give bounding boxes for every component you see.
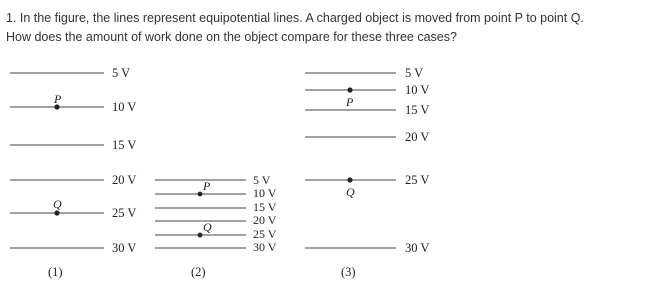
case-1-label-20v: 20 V	[112, 173, 137, 187]
case-2-label-25v: 25 V	[253, 227, 277, 241]
case-2-label-15v: 15 V	[253, 200, 277, 214]
case-2-caption: (2)	[191, 265, 206, 279]
case-1-label-5v: 5 V	[112, 66, 131, 80]
case-2-point-q-label: Q	[203, 220, 212, 234]
case-1-point-p-label: P	[54, 92, 62, 106]
case-2-point-p-dot	[198, 192, 203, 197]
case-2-label-5v: 5 V	[253, 173, 271, 187]
case-3-label-25v: 25 V	[405, 173, 430, 187]
case-3-point-p-dot	[347, 87, 352, 92]
case-3-point-q-dot	[347, 177, 352, 182]
case-1-caption: (1)	[48, 265, 63, 279]
case-1-point-q-label: Q	[53, 197, 62, 211]
case-3-label-10v: 10 V	[405, 83, 430, 97]
case-3-point-q-label: Q	[346, 185, 355, 199]
case-3-label-20v: 20 V	[405, 130, 430, 144]
case-2-label-10v: 10 V	[253, 186, 277, 200]
case-2-point-q-dot	[198, 233, 203, 238]
case-1-label-10v: 10 V	[112, 100, 137, 114]
case-2-point-p-label: P	[203, 179, 211, 193]
case-3-caption: (3)	[341, 265, 356, 279]
case-3-label-5v: 5 V	[405, 66, 424, 80]
case-2-diagram	[155, 180, 246, 248]
case-3-point-p-label: P	[346, 95, 354, 109]
question-line-2: How does the amount of work done on the object compare for these three cases?	[6, 30, 457, 44]
case-1-label-15v: 15 V	[112, 138, 137, 152]
case-2-label-20v: 20 V	[253, 213, 277, 227]
case-1-label-25v: 25 V	[112, 206, 137, 220]
case-3-label-15v: 15 V	[405, 103, 430, 117]
case-1-label-30v: 30 V	[112, 241, 137, 255]
question-line-1: 1. In the figure, the lines represent equipotential lines. A charged object is moved from point P to point Q.	[6, 11, 584, 25]
case-3-label-30v: 30 V	[405, 241, 430, 255]
case-1-point-q-dot	[54, 210, 59, 215]
case-2-label-30v: 30 V	[253, 240, 277, 254]
